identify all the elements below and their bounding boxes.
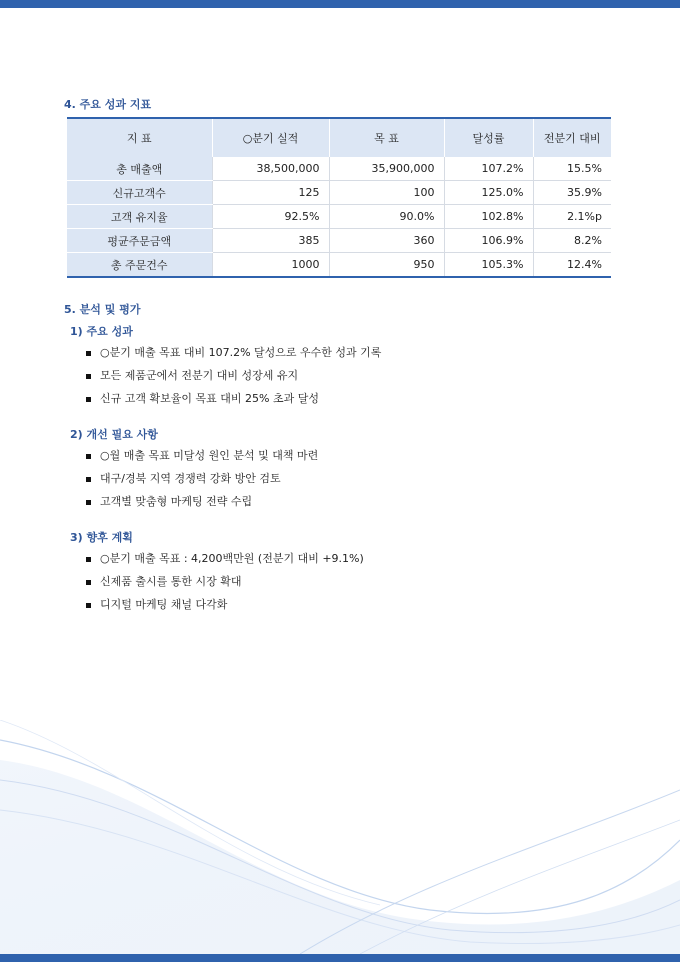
bullet-list-key-results [86,346,381,415]
table-cell: 107.2% [444,157,533,181]
list-item-text: 신제품 출시를 통한 시장 확대 [100,575,242,588]
table-cell: 35,900,000 [329,157,444,181]
list-item-text: ○분기 매출 목표 대비 107.2% 달성으로 우수한 성과 기록 [100,346,382,359]
list-item [86,392,381,415]
table-cell: 950 [329,253,444,278]
subsection-title-future-plans: 3) 향후 계획 [70,531,133,544]
table-cell: 90.0% [329,205,444,229]
table-cell: 15.5% [533,157,611,181]
list-item [86,346,381,369]
list-item [86,472,318,495]
bullet-list-future-plans [86,552,364,621]
list-item-text: 모든 제품군에서 전분기 대비 성장세 유지 [100,369,299,382]
list-item [86,552,364,575]
top-accent-bar [0,0,680,8]
table-cell: 125.0% [444,181,533,205]
square-bullet-icon [86,351,91,356]
table-cell: 125 [212,181,329,205]
square-bullet-icon [86,397,91,402]
list-item [86,495,318,518]
subsection-title-improvements: 2) 개선 필요 사항 [70,428,158,441]
list-item-text: 고객별 맞춤형 마케팅 전략 수립 [100,495,253,508]
table-cell: 100 [329,181,444,205]
table-row [67,157,611,181]
bottom-accent-bar [0,954,680,962]
kpi-table [67,117,611,278]
square-bullet-icon [86,454,91,459]
list-item-text: 디지털 마케팅 채널 다각화 [100,598,228,611]
table-row [67,229,611,253]
table-cell: 105.3% [444,253,533,278]
table-row [67,205,611,229]
table-cell: 102.8% [444,205,533,229]
row-label: 총 주문건수 [67,253,212,278]
list-item [86,598,364,621]
square-bullet-icon [86,374,91,379]
row-label: 신규고객수 [67,181,212,205]
header-cell: ○분기 실적 [212,118,329,157]
list-item-text: 신규 고객 확보율이 목표 대비 25% 초과 달성 [100,392,319,405]
square-bullet-icon [86,477,91,482]
section-5-title: 5. 분석 및 평가 [64,303,141,316]
section-4-title: 4. 주요 성과 지표 [64,98,152,111]
table-cell: 12.4% [533,253,611,278]
header-cell: 전분기 대비 [533,118,611,157]
table-cell: 2.1%p [533,205,611,229]
table-header-row [67,118,611,157]
header-cell: 달성률 [444,118,533,157]
list-item [86,449,318,472]
subsection-title-key-results: 1) 주요 성과 [70,325,133,338]
table-cell: 38,500,000 [212,157,329,181]
list-item-text: ○분기 매출 목표 : 4,200백만원 (전분기 대비 +9.1%) [100,552,364,565]
square-bullet-icon [86,580,91,585]
header-cell: 지 표 [67,118,212,157]
table-row [67,253,611,278]
square-bullet-icon [86,603,91,608]
table-cell: 106.9% [444,229,533,253]
list-item-text: 대구/경북 지역 경쟁력 강화 방안 검토 [100,472,281,485]
table-cell: 360 [329,229,444,253]
list-item [86,369,381,392]
row-label: 평균주문금액 [67,229,212,253]
header-cell: 목 표 [329,118,444,157]
table-cell: 8.2% [533,229,611,253]
table-cell: 35.9% [533,181,611,205]
table-cell: 385 [212,229,329,253]
table-cell: 92.5% [212,205,329,229]
row-label: 총 매출액 [67,157,212,181]
row-label: 고객 유지율 [67,205,212,229]
table-cell: 1000 [212,253,329,278]
square-bullet-icon [86,557,91,562]
list-item [86,575,364,598]
list-item-text: ○월 매출 목표 미달성 원인 분석 및 대책 마련 [100,449,319,462]
table-row [67,181,611,205]
square-bullet-icon [86,500,91,505]
bullet-list-improvements [86,449,318,518]
decorative-wave-background [0,720,680,954]
